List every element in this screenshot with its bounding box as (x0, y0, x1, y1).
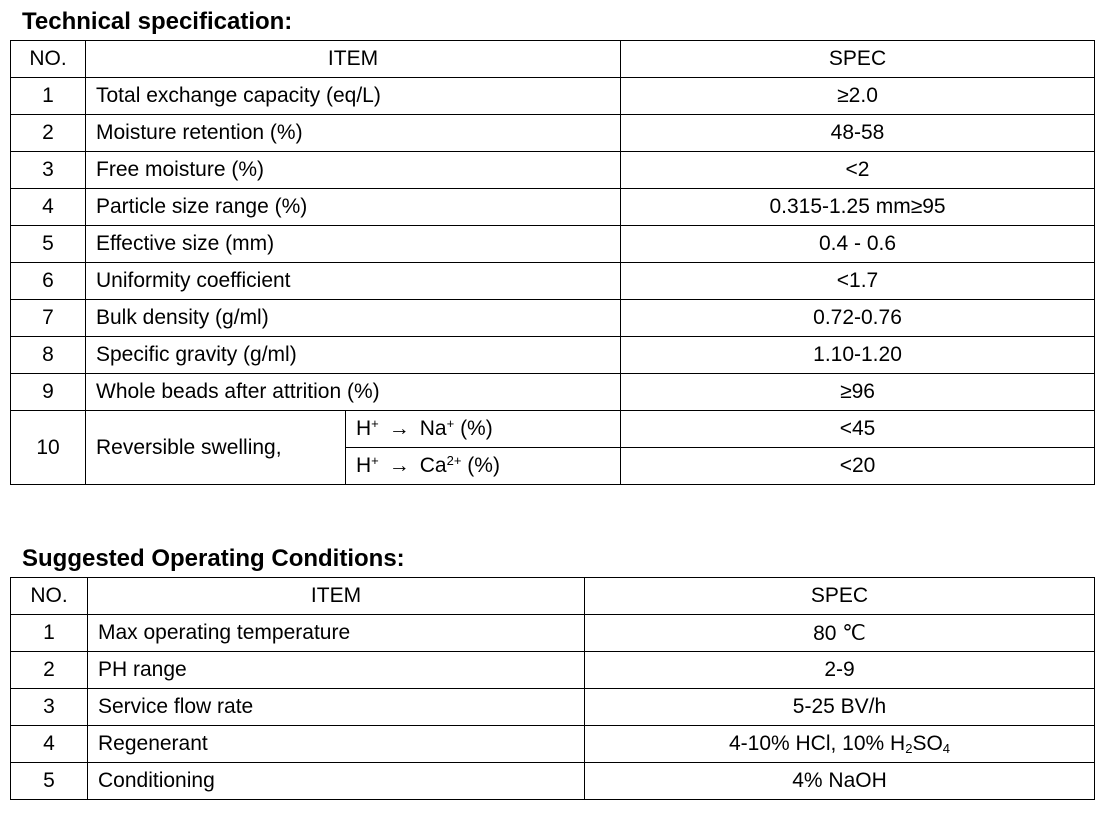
row-no: 5 (11, 226, 86, 263)
row-no: 10 (11, 411, 86, 485)
row-spec: <45 (621, 411, 1095, 448)
operating-conditions-title: Suggested Operating Conditions: (22, 545, 405, 572)
row-no: 1 (11, 78, 86, 115)
table-row (11, 189, 1095, 226)
row-spec: <2 (621, 152, 1095, 189)
table-row-swelling (11, 411, 1095, 448)
row-no: 2 (11, 652, 88, 689)
ion-from: H (356, 454, 372, 477)
header-no: NO. (11, 578, 88, 615)
operating-conditions-table (10, 577, 1095, 800)
row-spec: <1.7 (621, 263, 1095, 300)
formula-text: SO (912, 732, 943, 755)
table-row (11, 652, 1095, 689)
formula-text: 4-10% HCl, 10% H (728, 732, 906, 755)
row-no: 3 (11, 152, 86, 189)
row-no: 6 (11, 263, 86, 300)
table-row (11, 689, 1095, 726)
header-no: NO. (11, 41, 86, 78)
row-item: Free moisture (%) (86, 152, 621, 189)
ion-charge: + (371, 416, 379, 431)
row-no: 5 (11, 763, 88, 800)
unit: (%) (467, 454, 500, 477)
row-spec: 4% NaOH (585, 763, 1095, 800)
row-item: Moisture retention (%) (86, 115, 621, 152)
swelling-sub-item (346, 448, 621, 485)
row-spec: 48-58 (621, 115, 1095, 152)
row-spec: 2-9 (585, 652, 1095, 689)
row-no: 4 (11, 726, 88, 763)
table-row (11, 300, 1095, 337)
ion-charge: + (371, 453, 379, 468)
row-spec: 0.315-1.25 mm≥95 (621, 189, 1095, 226)
header-item: ITEM (86, 41, 621, 78)
header-spec: SPEC (621, 41, 1095, 78)
row-no: 1 (11, 615, 88, 652)
row-no: 2 (11, 115, 86, 152)
row-item: Whole beads after attrition (%) (86, 374, 621, 411)
technical-spec-table (10, 40, 1095, 485)
row-item: Conditioning (88, 763, 585, 800)
unit: (%) (460, 417, 493, 440)
row-item: Uniformity coefficient (86, 263, 621, 300)
formula-subscript: 4 (942, 741, 951, 756)
row-item: Max operating temperature (88, 615, 585, 652)
row-item: Regenerant (88, 726, 585, 763)
row-item: Reversible swelling, (86, 411, 346, 485)
header-spec: SPEC (585, 578, 1095, 615)
ion-to: Ca (419, 454, 447, 477)
table-row (11, 115, 1095, 152)
table-header-row (11, 41, 1095, 78)
row-spec: <20 (621, 448, 1095, 485)
row-spec: 80 ℃ (585, 615, 1095, 652)
row-spec: 0.72-0.76 (621, 300, 1095, 337)
row-spec (585, 726, 1095, 763)
row-item: Particle size range (%) (86, 189, 621, 226)
row-item: Total exchange capacity (eq/L) (86, 78, 621, 115)
row-spec: ≥96 (621, 374, 1095, 411)
header-item: ITEM (88, 578, 585, 615)
row-item: Specific gravity (g/ml) (86, 337, 621, 374)
table-row (11, 78, 1095, 115)
swelling-sub-item (346, 411, 621, 448)
row-spec: 5-25 BV/h (585, 689, 1095, 726)
table-row (11, 263, 1095, 300)
table-row (11, 337, 1095, 374)
table-row (11, 374, 1095, 411)
table-row (11, 615, 1095, 652)
row-no: 8 (11, 337, 86, 374)
row-spec: ≥2.0 (621, 78, 1095, 115)
ion-charge: 2+ (446, 453, 462, 468)
ion-from: H (356, 417, 372, 440)
row-no: 9 (11, 374, 86, 411)
arrow-icon: → (388, 417, 410, 440)
row-item: Bulk density (g/ml) (86, 300, 621, 337)
row-item: PH range (88, 652, 585, 689)
table-row (11, 226, 1095, 263)
technical-spec-title: Technical specification: (22, 8, 293, 35)
table-row (11, 726, 1095, 763)
arrow-icon: → (388, 454, 410, 477)
ion-to: Na (419, 417, 447, 440)
table-header-row (11, 578, 1095, 615)
row-spec: 1.10-1.20 (621, 337, 1095, 374)
table-row (11, 152, 1095, 189)
row-item: Service flow rate (88, 689, 585, 726)
row-no: 4 (11, 189, 86, 226)
ion-charge: + (446, 416, 455, 431)
row-no: 7 (11, 300, 86, 337)
row-spec: 0.4 - 0.6 (621, 226, 1095, 263)
table-row (11, 763, 1095, 800)
row-item: Effective size (mm) (86, 226, 621, 263)
row-no: 3 (11, 689, 88, 726)
formula-subscript: 2 (905, 741, 913, 756)
